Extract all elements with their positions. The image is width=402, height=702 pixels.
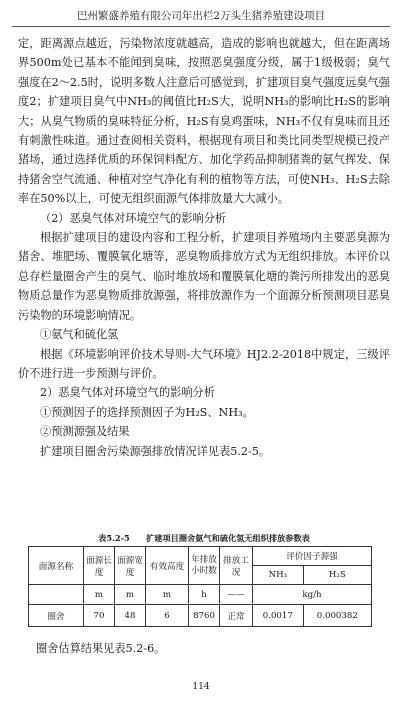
paragraph-odor-intensity: 定，距离源点越近，污染物浓度就越高，造成的影响也就越大，但在距离场界500m处已基本不能闻到臭味，按照恶臭强度分级，属于1级极弱；臭气强度在2～2.5时，说明多数人注意后可感觉到，扩建项目臭气强度远臭气强度2；扩建项目臭气中NH₃的阈值比H₂S大，说明NH₃的影响比H₂S的影响大；从臭气物质的臭味特征分析，H₂S有臭鸡蛋味，NH₃不仅有臭味而且还有刺激性味道。通过查阅相关资料，根据现有项目和类比同类型规模已投产猪场，通过选择优质的环保饲料配方、加化学药品抑制猪粪的氨气挥发、保持猪舍空气流通、种植对空气净化有利的植物等方法，可使NH₃、H₂S去除率在50%以上，可使无组织面源气体排放量大大减小。 xyxy=(18,37,390,206)
unit-rate: kg/h xyxy=(253,585,372,605)
cell-h2s: 0.000382 xyxy=(303,605,371,627)
table-row xyxy=(29,605,372,627)
unit-width: m xyxy=(115,585,146,605)
header-length: 面源长度 xyxy=(84,547,115,585)
header-height: 有效高度 xyxy=(146,547,189,585)
cell-hours: 8760 xyxy=(189,605,220,627)
cell-height: 6 xyxy=(146,605,189,627)
paragraph-table-reference: 扩建项目圈舍污染源强排放情况详见表5.2-5。 xyxy=(40,444,271,458)
heading-impact-analysis: 2）恶臭气体对环境空气的影响分析 xyxy=(40,386,215,400)
header-nh3: NH₃ xyxy=(253,566,304,585)
header-width: 面源宽度 xyxy=(115,547,146,585)
unit-blank xyxy=(29,585,84,605)
table-caption: 表5.2-5 扩建项目圈舍氨气和硫化氢无组织排放参数表 xyxy=(98,533,310,543)
heading-ammonia-h2s: ①氨气和硫化氢 xyxy=(40,328,119,342)
header-factor: 评价因子源强 xyxy=(253,547,372,566)
header-hours: 年排放小时数 xyxy=(189,547,220,585)
body-text xyxy=(18,34,390,461)
cell-width: 48 xyxy=(115,605,146,627)
paragraph-prediction-factors: ①预测因子的选择预测因子为H₂S、NH₃。 xyxy=(40,405,254,419)
cell-nh3: 0.0017 xyxy=(253,605,304,627)
unit-length: m xyxy=(84,585,115,605)
cell-name: 圈舍 xyxy=(29,605,84,627)
cell-condition: 正常 xyxy=(220,605,253,627)
header-source-name: 面源名称 xyxy=(29,547,84,585)
heading-odor-impact: （2）恶臭气体对环境空气的影响分析 xyxy=(40,211,227,225)
paragraph-source-analysis: 根据扩建项目的建设内容和工程分析，扩建项目养殖场内主要恶臭源为猪舍、堆肥场、覆膜氧化塘等，恶臭物质排放方式为无组织排放。本评价以总存栏量圈舍产生的臭气、临时堆放场和覆膜氧化塘的粪污所排发出的恶臭物质总量作为恶臭物质排放源强，将排放源作为一个面源分析预测项目恶臭污染物的环境影响情况。 xyxy=(18,231,390,322)
unit-height: m xyxy=(146,585,189,605)
page-number: 114 xyxy=(192,682,210,692)
paragraph-guideline: 根据《环境影响评价技术导则-大气环境》HJ2.2-2018中规定，三级评价不进行进一步预测与评价。 xyxy=(18,347,390,380)
paragraph-prediction-source: ②预测源强及结果 xyxy=(40,425,130,439)
header-condition: 排放工况 xyxy=(220,547,253,585)
unit-hours: h xyxy=(189,585,220,605)
page-header: 巴州繁盛养殖有限公司年出栏2万头生猪养殖建设项目 xyxy=(12,8,390,27)
unit-condition: —— xyxy=(220,585,253,605)
cell-length: 70 xyxy=(84,605,115,627)
emission-parameter-table xyxy=(28,546,372,627)
header-h2s: H₂S xyxy=(303,566,371,585)
paragraph-estimate-reference: 圈舍估算结果见表5.2-6。 xyxy=(36,642,166,655)
